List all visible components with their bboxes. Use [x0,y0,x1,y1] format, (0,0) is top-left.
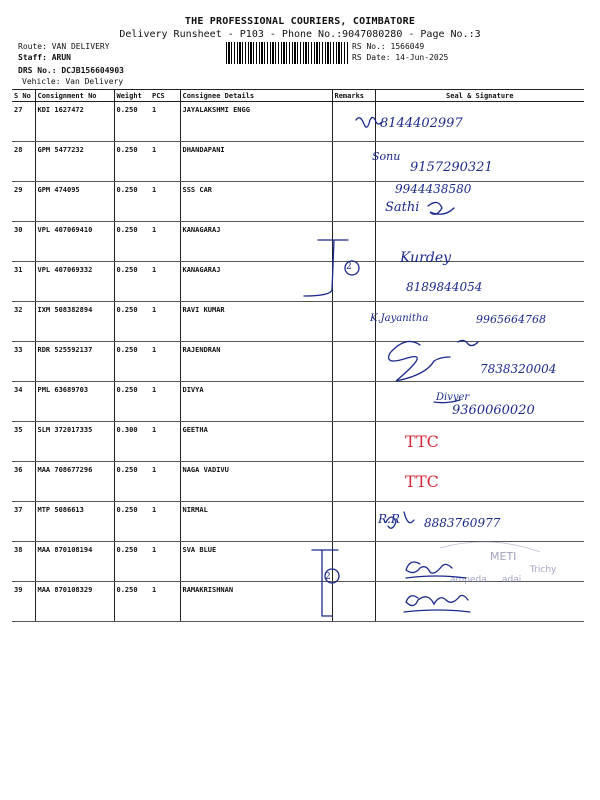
cell-pcs: 1 [150,262,180,302]
cell-consignee: DHANDAPANI [180,142,332,182]
cell-consignee: RAJENDRAN [180,342,332,382]
cell-sno: 33 [12,342,35,382]
col-header-consignment: Consignment No [35,90,114,102]
handwriting-r37-phone: 8883760977 [424,516,501,530]
handwriting-r29-sign: Sathi [385,200,420,215]
cell-sno: 31 [12,262,35,302]
cell-weight: 0.250 [114,582,150,622]
cell-consignee: JAYALAKSHMI ENGG [180,102,332,142]
handwriting-r28-phone: 9157290321 [410,160,493,175]
cell-pcs: 1 [150,302,180,342]
handwriting-r30-sign: Kurdey [400,250,452,266]
cell-sno: 34 [12,382,35,422]
cell-consignment-no: VPL 407069410 [35,222,114,262]
col-header-seal: Seal & Signature [375,90,584,102]
cell-sno: 28 [12,142,35,182]
cell-consignment-no: PML 63689703 [35,382,114,422]
cell-consignee: SSS CAR [180,182,332,222]
col-header-consignee: Consignee Details [180,90,332,102]
cell-sno: 30 [12,222,35,262]
route-label: Route: VAN DELIVERY [18,42,110,51]
handwriting-r35-ttc: TTC [405,432,439,451]
cell-sno: 36 [12,462,35,502]
col-header-weight: Weight [114,90,150,102]
stamp-line-4: adai [502,575,522,585]
cell-pcs: 1 [150,182,180,222]
cell-pcs: 1 [150,542,180,582]
cell-pcs: 1 [150,502,180,542]
cell-consignment-no: IXM 508382894 [35,302,114,342]
cell-sno: 29 [12,182,35,222]
handwriting-r34-name: Divyer [436,392,470,403]
col-header-sno: S No [12,90,35,102]
cell-consignee: NIRMAL [180,502,332,542]
cell-consignee: KANAGARAJ [180,222,332,262]
cell-consignment-no: RDR 525592137 [35,342,114,382]
cell-consignee: DIVYA [180,382,332,422]
cell-consignee: GEETHA [180,422,332,462]
cell-weight: 0.250 [114,182,150,222]
cell-consignment-no: MAA 870108194 [35,542,114,582]
cell-pcs: 1 [150,462,180,502]
signature-scribble-r37 [386,512,414,528]
cell-weight: 0.250 [114,542,150,582]
cell-pcs: 1 [150,102,180,142]
staff-label: Staff: ARUN [18,53,71,62]
signature-underline-r38 [406,576,466,578]
signature-scribble-r29 [428,202,454,214]
cell-weight: 0.250 [114,342,150,382]
handwriting-r32-phone: 9965664768 [476,313,546,326]
handwriting-r37-sign: R.R [378,512,400,526]
signature-scribble-r38 [406,562,452,573]
cell-weight: 0.250 [114,502,150,542]
signature-scribble-r27 [356,117,382,127]
cell-consignment-no: KDI 1627472 [35,102,114,142]
cell-pcs: 1 [150,142,180,182]
signature-scribble-r39 [406,596,468,606]
cell-consignee: RAVI KUMAR [180,302,332,342]
handwriting-r27: 8144402997 [380,116,463,131]
cell-weight: 0.300 [114,422,150,462]
handwriting-r29-phone: 9944438580 [395,182,472,196]
remarks-mark-r38: 2 [325,572,331,582]
cell-consignment-no: MTP 5086613 [35,502,114,542]
signature-underline-r34 [434,400,460,403]
handwriting-r31-phone: 8189844054 [406,280,483,294]
cell-weight: 0.250 [114,462,150,502]
cell-consignee: RAMAKRISHNAN [180,582,332,622]
cell-consignee: SVA BLUE [180,542,332,582]
cell-weight: 0.250 [114,142,150,182]
remarks-circle-r38 [325,569,339,583]
cell-weight: 0.250 [114,102,150,142]
col-header-remarks: Remarks [332,90,375,102]
cell-consignment-no: VPL 407069332 [35,262,114,302]
signature-underline-r39 [404,610,470,612]
cell-consignment-no: MAA 708677296 [35,462,114,502]
cell-consignment-no: GPM 5477232 [35,142,114,182]
company-title: THE PROFESSIONAL COURIERS, COIMBATORE [184,16,416,27]
cell-sno: 37 [12,502,35,542]
signature-scribble-r33 [389,341,450,381]
cell-consignment-no: GPM 474095 [35,182,114,222]
handwriting-r32-name: K.Jayanitha [370,313,429,324]
vehicle-label: Vehicle: Van Delivery [22,77,124,86]
cell-pcs: 1 [150,382,180,422]
cell-weight: 0.250 [114,382,150,422]
cell-sno: 38 [12,542,35,582]
cell-pcs: 1 [150,422,180,462]
cell-consignee: KANAGARAJ [180,262,332,302]
rs-number: RS No.: 1566049 [352,42,425,51]
cell-pcs: 1 [150,222,180,262]
cell-pcs: 1 [150,342,180,382]
cell-pcs: 1 [150,582,180,622]
stamp-arc [440,542,540,552]
handwriting-r36-ttc: TTC [405,472,439,491]
cell-sno: 35 [12,422,35,462]
drs-label: DRS No.: DCJB156604903 [18,66,124,75]
cell-consignment-no: SLM 372017335 [35,422,114,462]
remarks-bracket-r30 [304,240,348,296]
rs-date: RS Date: 14-Jun-2025 [352,53,449,62]
runsheet-subtitle: Delivery Runsheet - P103 - Phone No.:9047080280 - Page No.:3 [119,29,481,40]
cell-weight: 0.250 [114,222,150,262]
signature-scribble-r33-b [458,340,478,345]
cell-consignee: NAGA VADIVU [180,462,332,502]
cell-weight: 0.250 [114,262,150,302]
handwriting-r33-phone: 7838320004 [480,362,557,376]
cell-sno: 27 [12,102,35,142]
stamp-line-1: METI [490,550,517,563]
stamp-line-2: Trichy [530,565,557,575]
cell-weight: 0.250 [114,302,150,342]
cell-sno: 32 [12,302,35,342]
cell-consignment-no: MAA 870108329 [35,582,114,622]
col-header-pcs: PCS [150,90,180,102]
cell-sno: 39 [12,582,35,622]
handwriting-r28-name: Sonu [372,150,401,163]
stamp-line-3: ampeda [450,575,487,585]
handwriting-r34-phone: 9360060020 [452,403,535,418]
remarks-circle-r31 [345,261,359,275]
remarks-mark-r31: 2 [346,262,352,272]
